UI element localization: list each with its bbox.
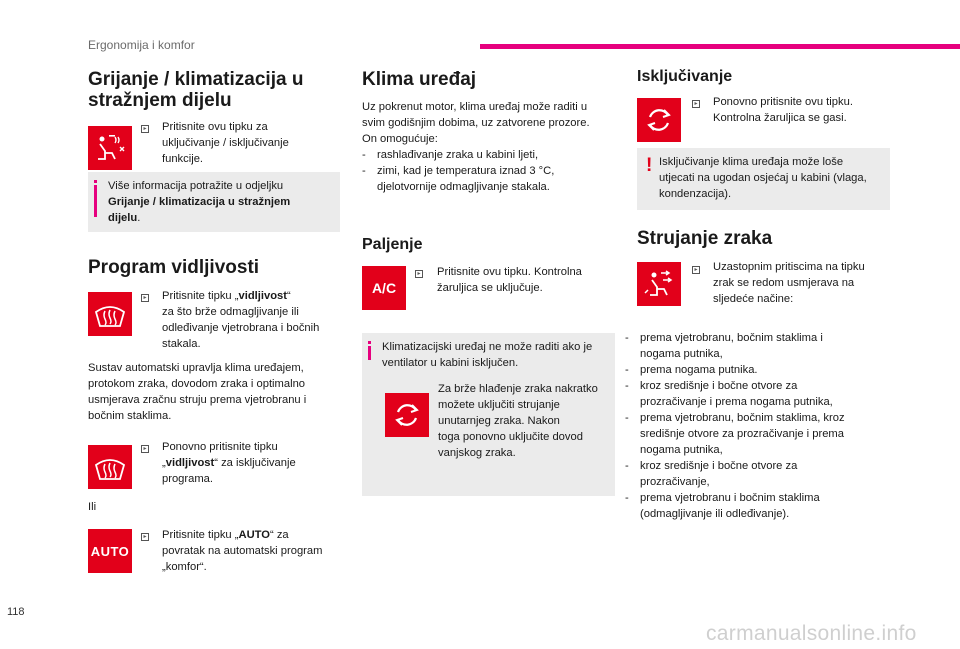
auto-icon: AUTO xyxy=(88,529,132,573)
info-icon xyxy=(94,185,97,217)
ac-icon: A/C xyxy=(362,266,406,310)
info-icon xyxy=(368,346,371,360)
warning-icon: ! xyxy=(646,155,653,176)
rear-heating-seat-icon xyxy=(88,126,132,170)
ac-off-text: Ponovno pritisnite ovu tipku. Kontrolna žaruljica se gasi. xyxy=(713,96,853,124)
info-box-ac: Klimatizacijski uređaj ne može raditi ako je ventilator u kabini isključen. Za brže hlađenje zraka nakratko možete uključiti strujanje unutarnjeg zraka. Nakon toga ponovno uključite dovod vanjskog zraka. xyxy=(362,333,615,496)
bullet-icon: ▸ xyxy=(692,100,700,108)
air-distribution-icon xyxy=(637,262,681,306)
bullet-icon: ▸ xyxy=(692,266,700,274)
windscreen-demist-icon xyxy=(88,445,132,489)
list-item: - kroz središnje i bočne otvore za prozračivanje i prema nogama putnika, xyxy=(625,378,895,410)
ac-on-text: Pritisnite ovu tipku. Kontrolna žaruljica se uključuje. xyxy=(437,266,582,294)
or-text: Ili xyxy=(88,501,97,513)
air-recirculation-icon xyxy=(385,393,429,437)
visibility-title: Program vidljivosti xyxy=(88,257,260,278)
switch-on-title: Paljenje xyxy=(362,236,423,253)
list-item: - prema vjetrobranu, bočnim staklima i nogama putnika, xyxy=(625,330,895,362)
list-item: - prema nogama putnika. xyxy=(625,362,895,378)
bullet-icon: ▸ xyxy=(141,533,149,541)
switch-off-title: Isključivanje xyxy=(637,68,733,85)
visibility-paragraph: Sustav automatski upravlja klima uređajem, protokom zraka, dovodom zraka i optimalno usmjerava zračnu struju prema vjetrobranu i bočnim staklima. xyxy=(88,362,307,422)
windscreen-demist-icon xyxy=(88,292,132,336)
watermark: carmanualsonline.info xyxy=(706,622,917,645)
air-distribution-title: Strujanje zraka xyxy=(637,228,773,249)
warning-box: ! Isključivanje klima uređaja može loše utjecati na ugodan osjećaj u kabini (vlaga, kondenzacija). xyxy=(637,148,890,210)
rear-climate-title: Grijanje / klimatizacija u stražnjem dijelu xyxy=(88,69,304,111)
ac-paragraph: Uz pokrenut motor, klima uređaj može raditi u svim godišnjim dobima, uz zatvorene prozore. On omogućuje: - rashlađivanje zraka u kabini ljeti, - zimi, kad je temperatura iznad 3 °C, djelotvornije odmagljivanje stakala. xyxy=(362,99,612,195)
info-box-rear: Više informacija potražite u odjeljku Grijanje / klimatizacija u stražnjem dijelu. xyxy=(88,172,340,232)
bullet-icon: ▸ xyxy=(141,294,149,302)
bullet-icon: ▸ xyxy=(415,270,423,278)
bullet-icon: ▸ xyxy=(141,445,149,453)
list-item: - prema vjetrobranu, bočnim staklima, kroz središnje otvore za prozračivanje i prema nogama putnika, xyxy=(625,410,895,458)
header-accent-bar xyxy=(480,44,960,49)
list-item: - prema vjetrobranu i bočnim staklima (odmagljivanje ili odleđivanje). xyxy=(625,490,895,522)
air-recirculation-icon xyxy=(637,98,681,142)
auto-text: Pritisnite tipku „AUTO“ za povratak na automatski program „komfor“. xyxy=(162,529,323,573)
visibility-text: Pritisnite tipku „vidljivost“ za što brže odmagljivanje ili odleđivanje vjetrobrana i bočnih stakala. xyxy=(162,290,320,350)
list-item: - kroz središnje i bočne otvore za prozračivanje, xyxy=(625,458,895,490)
air-distribution-text: Uzastopnim pritiscima na tipku zrak se redom usmjerava na sljedeće načine: xyxy=(713,261,865,305)
visibility-off-text: Ponovno pritisnite tipku „vidljivost“ za isključivanje programa. xyxy=(162,441,296,485)
ac-title: Klima uređaj xyxy=(362,69,477,90)
bullet-icon: ▸ xyxy=(141,125,149,133)
section-header: Ergonomija i komfor xyxy=(88,38,195,52)
air-distribution-list xyxy=(625,330,895,522)
rear-climate-text: Pritisnite ovu tipku za uključivanje / isključivanje funkcije. xyxy=(162,121,289,165)
page-number: 118 xyxy=(7,606,25,618)
